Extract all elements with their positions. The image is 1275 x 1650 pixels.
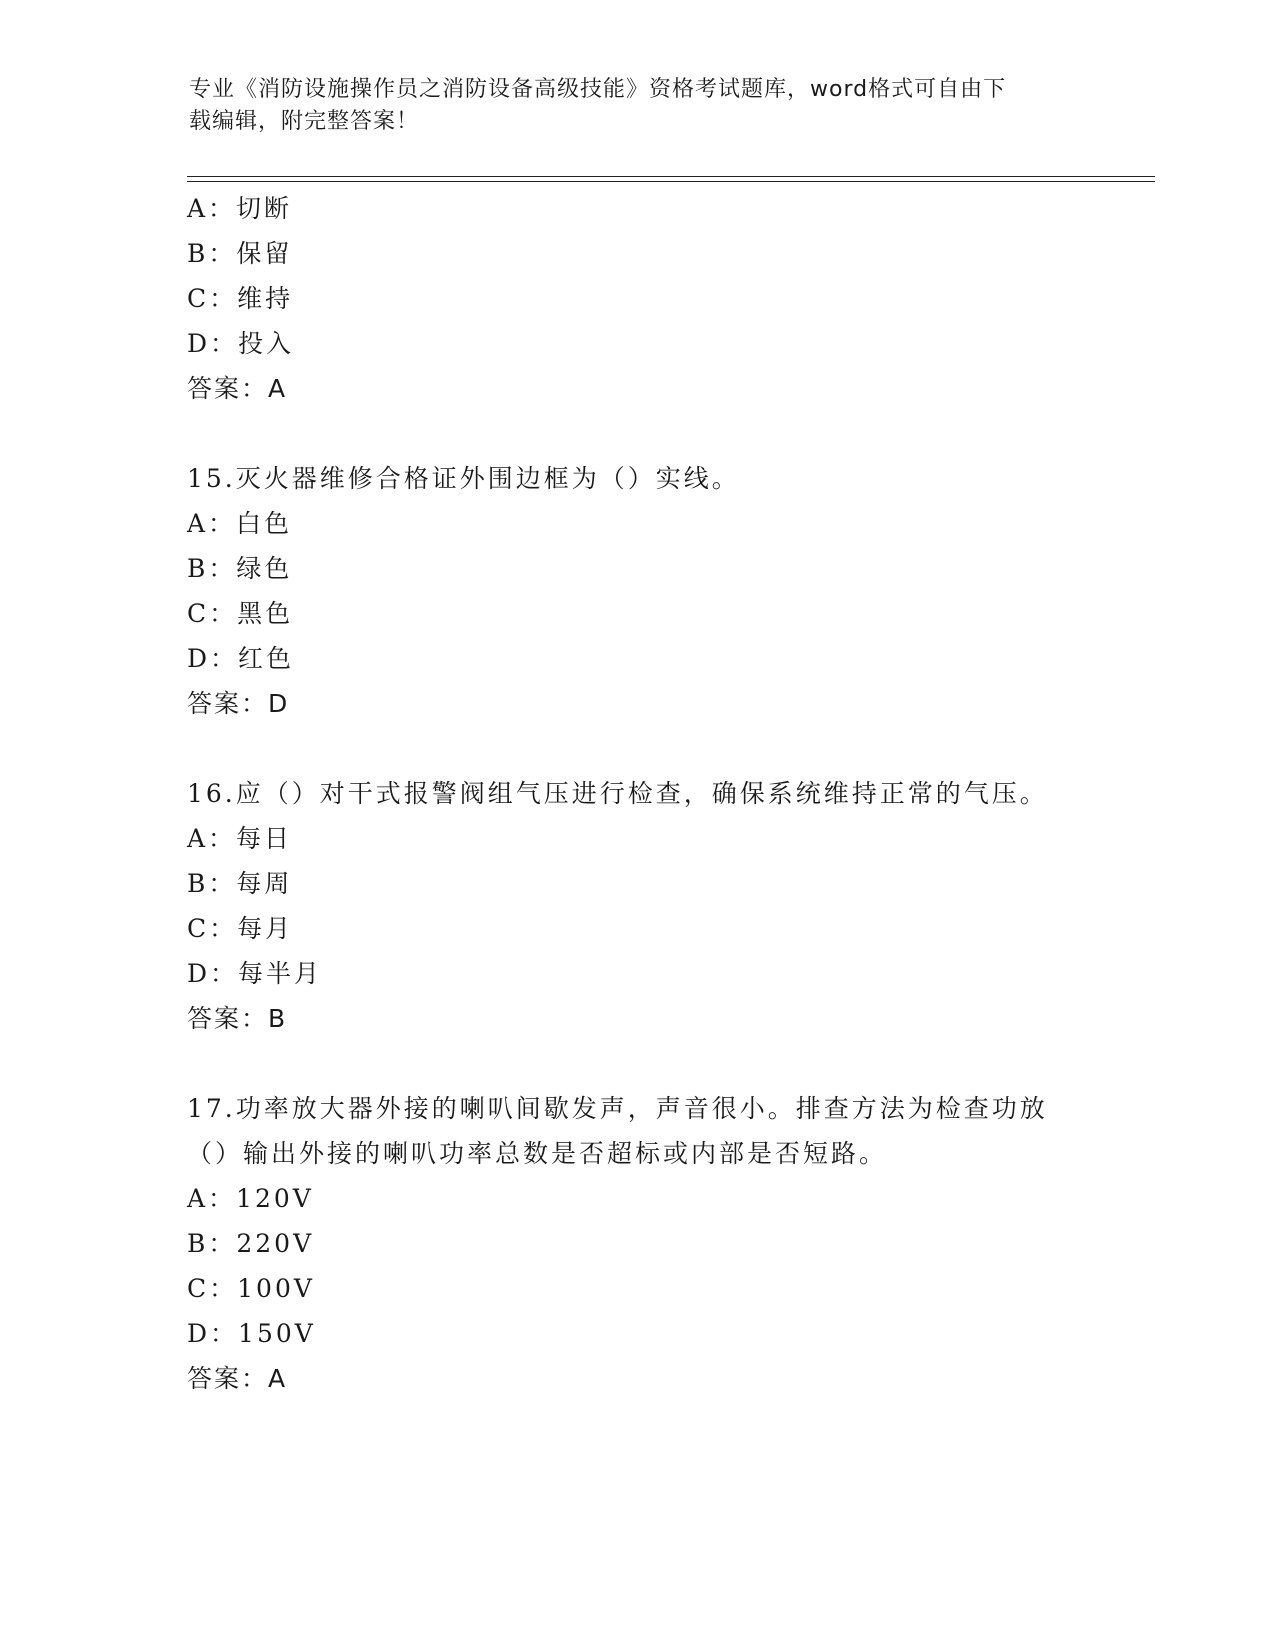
header-line-1: 专业《消防设施操作员之消防设备高级技能》资格考试题库，word格式可自由下 xyxy=(189,77,1007,102)
q15-option-b: B：绿色 xyxy=(187,554,293,583)
q14-option-c: C：维持 xyxy=(187,284,294,313)
q17-option-a: A：120V xyxy=(187,1184,314,1213)
header-line-2: 载编辑，附完整答案！ xyxy=(189,109,420,134)
q14-option-d: D：投入 xyxy=(187,329,295,358)
q17-answer: 答案：A xyxy=(187,1364,288,1393)
q17-option-c: C：100V xyxy=(187,1274,315,1303)
q17-stem-line-1: 17.功率放大器外接的喇叭间歇发声，声音很小。排查方法为检查功放 xyxy=(187,1094,1048,1123)
header-rule-bottom xyxy=(187,181,1155,182)
q16-option-c: C：每月 xyxy=(187,914,294,943)
q15-option-a: A：白色 xyxy=(187,509,293,538)
q15-answer: 答案：D xyxy=(187,689,290,718)
q14-option-a: A：切断 xyxy=(187,194,293,223)
q16-option-d: D：每半月 xyxy=(187,959,323,988)
q17-option-b: B：220V xyxy=(187,1229,315,1258)
header-rule-top xyxy=(187,176,1155,177)
q16-stem: 16.应（）对干式报警阀组气压进行检查，确保系统维持正常的气压。 xyxy=(187,779,1048,808)
q15-option-c: C：黑色 xyxy=(187,599,294,628)
q15-stem: 15.灭火器维修合格证外围边框为（）实线。 xyxy=(187,464,740,493)
q16-option-a: A：每日 xyxy=(187,824,293,853)
q14-answer: 答案：A xyxy=(187,374,288,403)
q16-option-b: B：每周 xyxy=(187,869,293,898)
q14-option-b: B：保留 xyxy=(187,239,293,268)
q17-stem-line-2: （）输出外接的喇叭功率总数是否超标或内部是否短路。 xyxy=(187,1139,888,1168)
q15-option-d: D：红色 xyxy=(187,644,295,673)
q16-answer: 答案：B xyxy=(187,1004,288,1033)
document-header xyxy=(189,74,1089,138)
q17-option-d: D：150V xyxy=(187,1319,316,1348)
